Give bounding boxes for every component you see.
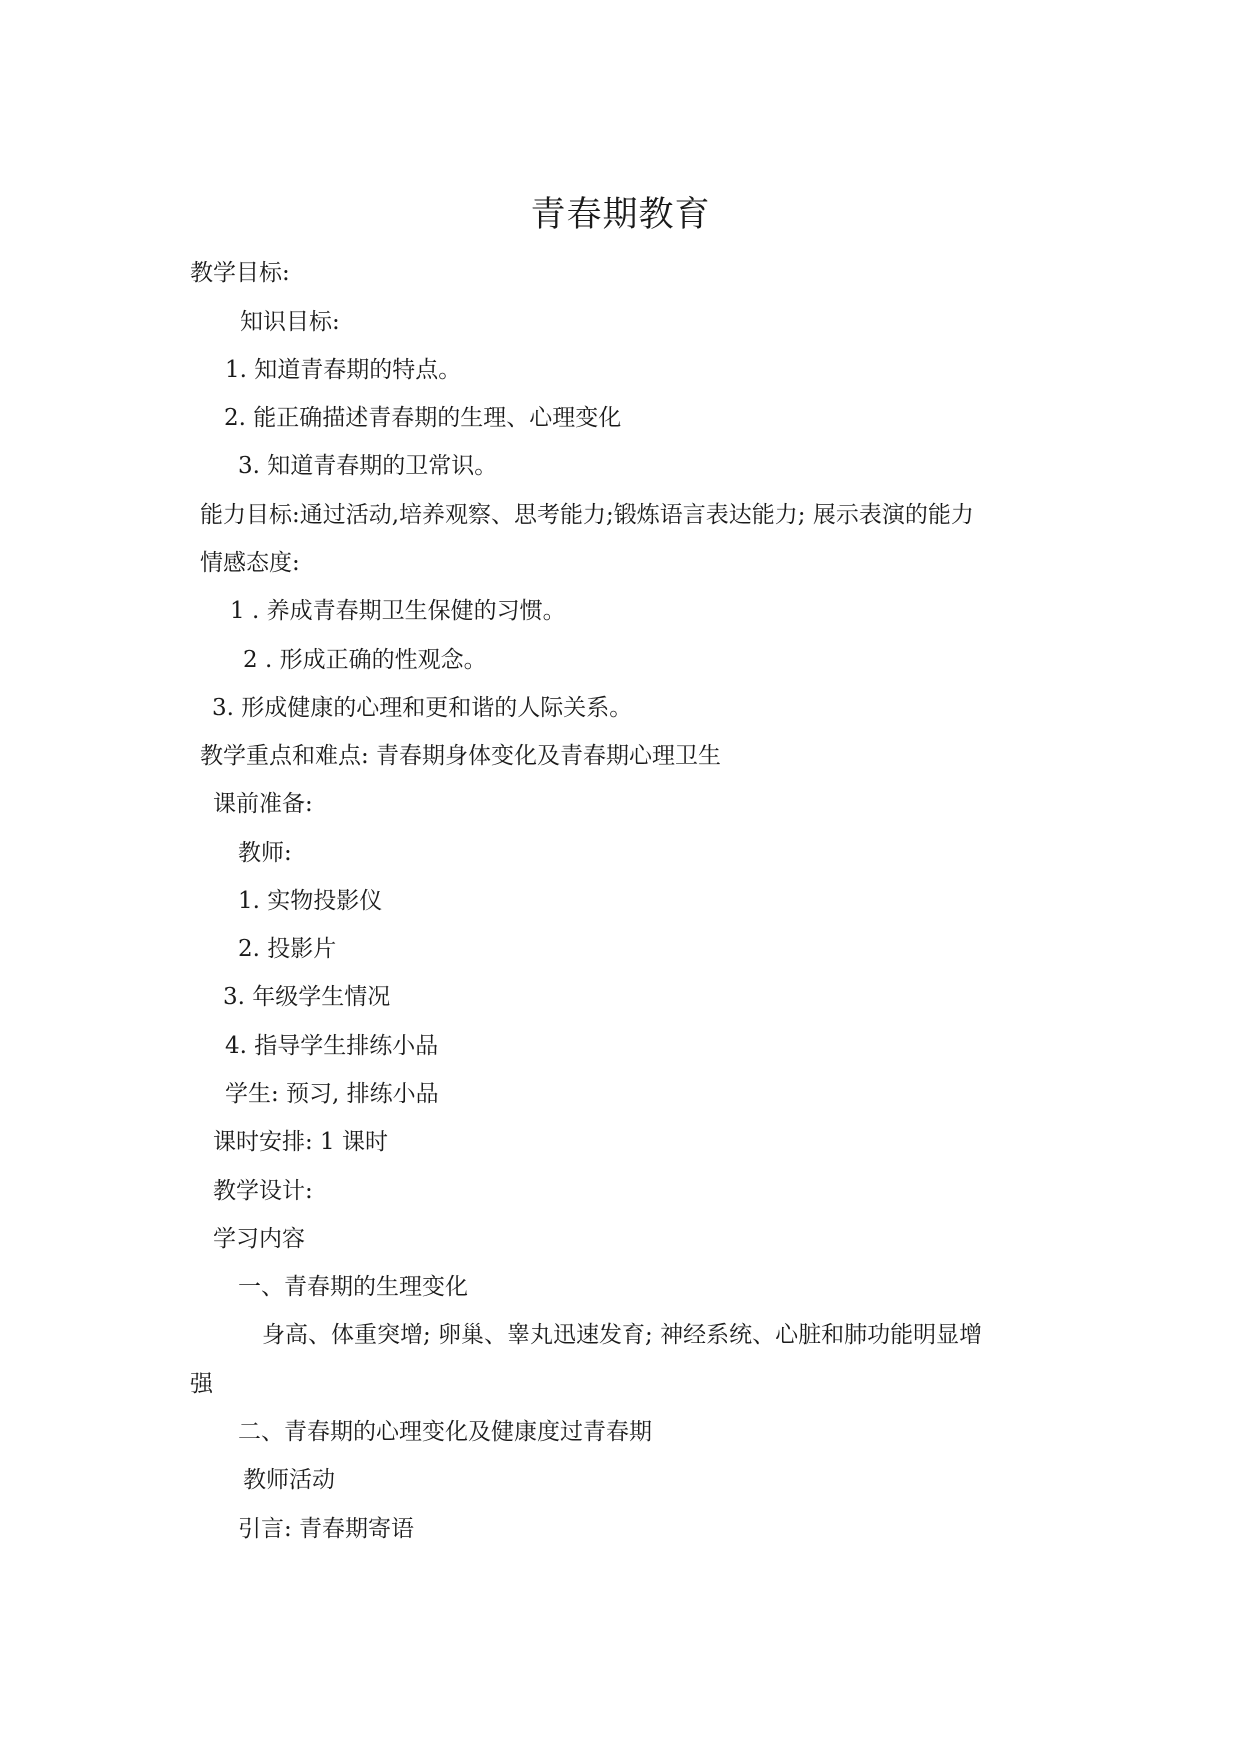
subheading-learning-content: 学习内容: [213, 1226, 305, 1252]
student-preparation: 学生: 预习, 排练小品: [225, 1081, 439, 1107]
physical-changes-paragraph: 身高、体重突增; 卵巢、睾丸迅速发育; 神经系统、心脏和肺功能明显增: [262, 1322, 983, 1348]
section-heading-teaching-goals: 教学目标:: [190, 260, 290, 286]
list-item: 2. 投影片: [238, 936, 337, 962]
ability-goals-paragraph: 能力目标:通过活动,培养观察、思考能力;锻炼语言表达能力; 展示表演的能力: [200, 502, 974, 528]
list-item: 3. 年级学生情况: [223, 984, 391, 1010]
list-item: 1. 知道青春期的特点。: [225, 357, 462, 383]
subheading-teaching-design: 教学设计:: [213, 1178, 313, 1204]
list-item: 1 . 养成青春期卫生保健的习惯。: [230, 598, 566, 624]
document-title: 青春期教育: [530, 195, 711, 235]
list-item: 3. 知道青春期的卫常识。: [238, 453, 498, 479]
subheading-preparation: 课前准备:: [213, 791, 313, 817]
subheading-teacher: 教师:: [238, 840, 292, 866]
subheading-teacher-activity: 教师活动: [243, 1467, 335, 1493]
physical-changes-paragraph-continued: 强: [190, 1371, 213, 1397]
list-item: 1. 实物投影仪: [238, 888, 383, 914]
list-item: 4. 指导学生排练小品: [225, 1033, 439, 1059]
section-heading-psychological-changes: 二、青春期的心理变化及健康度过青春期: [238, 1419, 652, 1445]
introduction-line: 引言: 青春期寄语: [238, 1516, 415, 1542]
subheading-knowledge-goals: 知识目标:: [240, 309, 340, 335]
list-item: 3. 形成健康的心理和更和谐的人际关系。: [212, 695, 633, 721]
section-heading-physical-changes: 一、青春期的生理变化: [238, 1274, 468, 1300]
list-item: 2. 能正确描述青春期的生理、心理变化: [224, 405, 622, 431]
class-hours: 课时安排: 1 课时: [213, 1129, 389, 1155]
list-item: 2 . 形成正确的性观念。: [243, 647, 487, 673]
key-points-paragraph: 教学重点和难点: 青春期身体变化及青春期心理卫生: [200, 743, 722, 769]
subheading-attitude: 情感态度:: [200, 550, 300, 576]
